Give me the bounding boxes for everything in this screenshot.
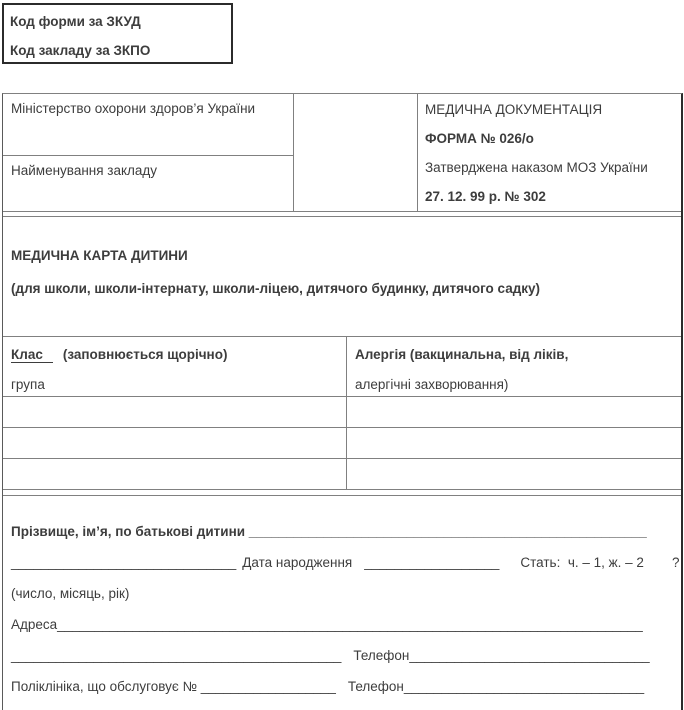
- name-blank-continued: ______________________________: [11, 554, 237, 570]
- name-line: [11, 517, 673, 548]
- date-note-line: (число, місяць, рік): [11, 585, 130, 601]
- dob-sex-line: [11, 548, 680, 579]
- institution-cell: Найменування закладу: [11, 163, 158, 178]
- address-line: [11, 610, 673, 641]
- question-mark: ?: [671, 554, 680, 570]
- doc-info-cell: [418, 94, 681, 211]
- class-table-empty-row: [3, 427, 681, 458]
- header-left-column: [3, 94, 294, 211]
- class-note: (заповнюється щорічно): [62, 347, 228, 362]
- name-blank: _____________________________________________________: [248, 524, 647, 539]
- doc-label: МЕДИЧНА ДОКУМЕНТАЦІЯ: [425, 102, 603, 117]
- polyclinic-line: [11, 672, 673, 703]
- polyclinic-label: Поліклініка, що обслуговує №: [11, 678, 201, 694]
- class-table-empty-row: [3, 396, 681, 427]
- empty-class-cell: [3, 428, 347, 458]
- code-institution-label: Код закладу за ЗКПО: [10, 43, 151, 58]
- empty-allergy-cell: [347, 459, 681, 489]
- dob-label: Дата народження: [242, 554, 353, 570]
- empty-class-cell: [3, 397, 347, 427]
- phone-label: Телефон: [353, 647, 410, 663]
- address-blank-continued: ____________________________________________: [11, 647, 342, 663]
- form-number: ФОРМА № 026/о: [425, 131, 534, 146]
- order-number: 27. 12. 99 р. № 302: [425, 189, 546, 204]
- code-form-label: Код форми за ЗКУД: [10, 14, 141, 29]
- address-blank: ______________________________________________________________________________: [57, 616, 643, 632]
- allergy-sublabel: алергічні захворювання): [355, 377, 509, 392]
- class-table-empty-rows: [3, 396, 681, 489]
- empty-allergy-cell: [347, 397, 681, 427]
- phone-blank: ________________________________: [409, 647, 650, 663]
- class-header-line1: [11, 340, 338, 370]
- form-title: МЕДИЧНА КАРТА ДИТИНИ: [11, 248, 188, 263]
- title-section: [3, 216, 681, 336]
- class-label: Клас: [11, 347, 53, 363]
- class-header-cell: [3, 337, 347, 396]
- address-phone-line: [11, 641, 673, 672]
- allergy-label: Алергія (вакцинальна, від ліків,: [355, 347, 569, 362]
- empty-allergy-cell: [347, 428, 681, 458]
- header-empty-cell: [294, 94, 418, 211]
- empty-class-cell: [3, 459, 347, 489]
- address-label: Адреса: [11, 616, 58, 632]
- fields-section: [3, 495, 681, 702]
- allergy-header-cell: [347, 337, 681, 396]
- form-subtitle: (для школи, школи-інтернату, школи-ліцею, дитячого будинку, дитячого садку): [11, 281, 541, 296]
- code-box: [2, 3, 233, 64]
- group-label: група: [11, 377, 45, 392]
- class-allergy-table: [3, 336, 681, 490]
- class-allergy-header-row: [3, 337, 681, 396]
- ministry-cell: Міністерство охорони здоров’я України: [3, 94, 293, 156]
- class-table-empty-row: [3, 458, 681, 489]
- dob-blank: __________________: [364, 554, 500, 570]
- name-label: Прізвище, ім’я, по батькові дитини: [11, 524, 249, 539]
- polyclinic-phone-label: Телефон: [347, 678, 404, 694]
- approved-label: Затверджена наказом МОЗ України: [425, 160, 648, 175]
- polyclinic-number-blank: __________________: [200, 678, 336, 694]
- polyclinic-phone-blank: ________________________________: [403, 678, 645, 694]
- form-body: [2, 93, 683, 710]
- header-table: [3, 94, 681, 212]
- sex-label: Стать: ч. – 1, ж. – 2: [520, 554, 644, 570]
